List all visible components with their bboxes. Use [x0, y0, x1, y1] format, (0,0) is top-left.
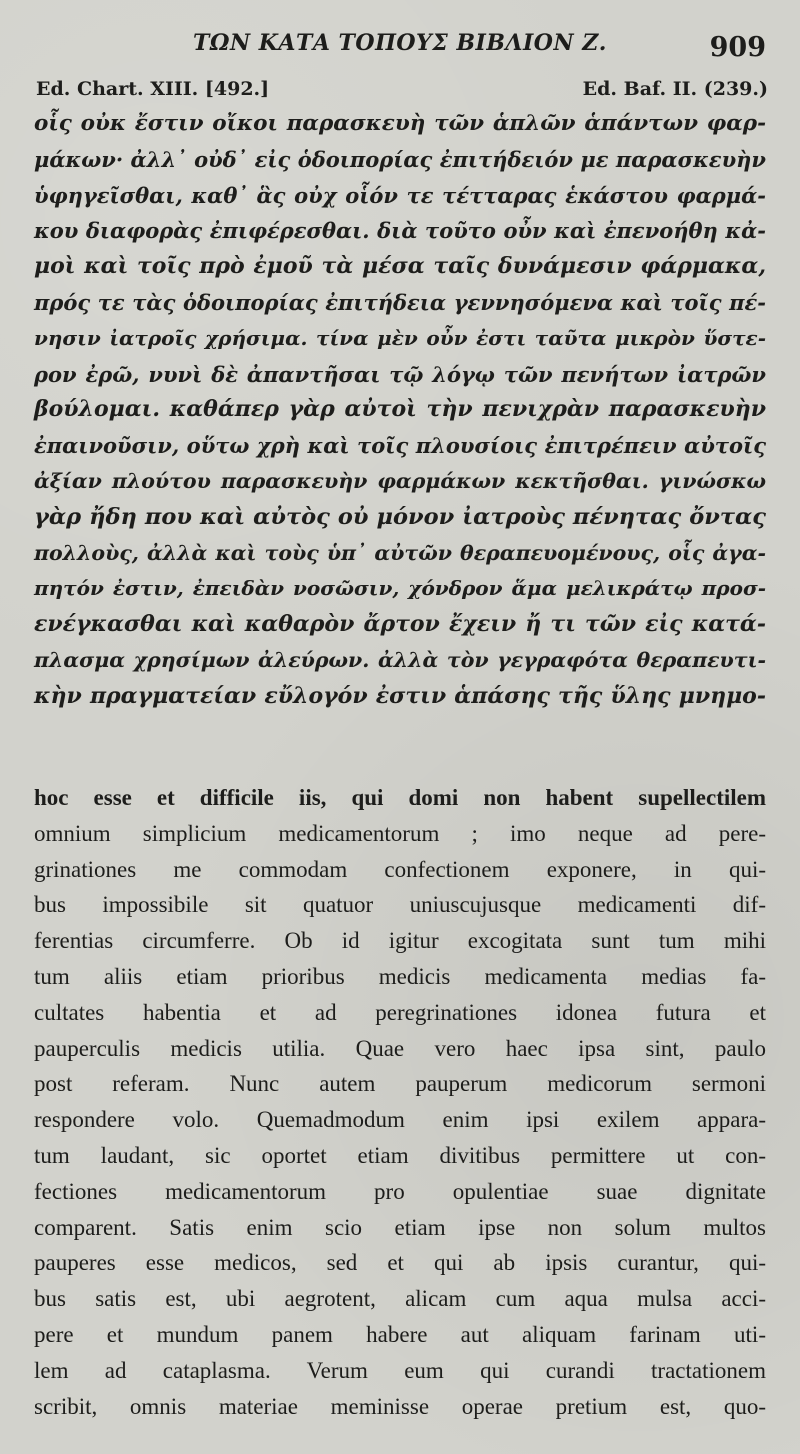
- edition-reference-right: Ed. Baf. II. (239.): [582, 78, 768, 100]
- greek-text-line: ενέγκασθαι καὶ καθαρὸν ἄρτον ἔχειν ἤ τι τῶν εἰς κατά-: [34, 611, 766, 638]
- page-number: 909: [709, 32, 766, 63]
- latin-text-line: pere et mundum panem habere aut aliquam farinam uti-: [34, 1321, 766, 1347]
- greek-text-line: κου διαφορὰς ἐπιφέρεσθαι. διὰ τοῦτο οὖν καὶ ἐπενοήθη κἀ-: [34, 218, 766, 244]
- edition-reference-left: Ed. Chart. XIII. [492.]: [36, 78, 270, 100]
- latin-text-line: grinationes me commodam confectionem exponere, in qui-: [34, 856, 766, 882]
- latin-text-line: tum aliis etiam prioribus medicis medicamenta medias fa-: [34, 963, 766, 989]
- latin-text-line: comparent. Satis enim scio etiam ipse non solum multos: [34, 1214, 766, 1240]
- greek-text-line: ἀξίαν πλούτου παρασκευὴν φαρμάκων κεκτῆσθαι. γινώσκω: [34, 468, 766, 493]
- running-title: ΤΩΝ ΚΑΤΑ ΤΟΠΟΥΣ ΒΙΒΛΙΟΝ Ζ.: [193, 30, 607, 56]
- greek-text-line: πολλοὺς, ἀλλὰ καὶ τοὺς ὑπ᾽ αὐτῶν θεραπευομένους, οἷς ἀγα-: [34, 540, 766, 565]
- greek-text-line: γὰρ ἤδη που καὶ αὐτὸς οὐ μόνον ἰατροὺς πένητας ὄντας: [34, 503, 766, 530]
- latin-text-line: pauperes esse medicos, sed et qui ab ipsis curantur, qui-: [34, 1250, 766, 1276]
- greek-text-line: ὑφηγεῖσθαι, καθ᾽ ἃς οὐχ οἷόν τε τέτταρας ἑκάστου φαρμά-: [34, 182, 766, 208]
- greek-text-block: [34, 106, 766, 715]
- latin-text-line: bus impossibile sit quatuor uniuscujusque medicamenti dif-: [34, 892, 766, 918]
- latin-text-line: ferentias circumferre. Ob id igitur excogitata sunt tum mihi: [34, 928, 766, 954]
- latin-text-line: lem ad cataplasma. Verum eum qui curandi tractationem: [34, 1357, 766, 1383]
- greek-text-line: οἷς οὐκ ἔστιν οἴκοι παρασκευὴ τῶν ἁπλῶν ἁπάντων φαρ-: [34, 111, 766, 136]
- greek-text-line: πητόν ἐστιν, ἐπειδὰν νοσῶσιν, χόνδρον ἅμα μελικράτῳ προσ-: [34, 576, 766, 601]
- latin-text-line: post referam. Nunc autem pauperum medicorum sermoni: [34, 1071, 766, 1097]
- greek-text-line: κὴν πραγματείαν εὔλογόν ἐστιν ἁπάσης τῆς ὕλης μνημο-: [34, 682, 766, 709]
- greek-text-line: πλασμα χρησίμων ἀλεύρων. ἀλλὰ τὸν γεγραφότα θεραπευτι-: [34, 647, 766, 672]
- latin-text-line: omnium simplicium medicamentorum ; imo neque ad pere-: [34, 820, 766, 846]
- greek-text-line: μάκων· ἀλλ᾽ οὐδ᾽ εἰς ὁδοιπορίας ἐπιτήδειόν με παρασκευὴν: [34, 146, 766, 172]
- latin-text-line: tum laudant, sic oportet etiam divitibus permittere ut con-: [34, 1142, 766, 1168]
- latin-text-line: cultates habentia et ad peregrinationes idonea futura et: [34, 999, 766, 1025]
- latin-text-line: bus satis est, ubi aegrotent, alicam cum aqua mulsa acci-: [34, 1286, 766, 1312]
- greek-text-line: βούλομαι. καθάπερ γὰρ αὐτοὶ τὴν πενιχρὰν παρασκευὴν: [34, 396, 766, 423]
- greek-text-line: ἐπαινοῦσιν, οὕτω χρὴ καὶ τοῖς πλουσίοις ἐπιτρέπειν αὐτοῖς: [34, 433, 766, 459]
- latin-text-line: hoc esse et difficile iis, qui domi non habent supellectilem: [34, 785, 766, 810]
- latin-text-line: respondere volo. Quemadmodum enim ipsi exilem appara-: [34, 1107, 766, 1133]
- latin-text-line: fectiones medicamentorum pro opulentiae suae dignitate: [34, 1178, 766, 1204]
- greek-text-line: νησιν ἰατροῖς χρήσιμα. τίνα μὲν οὖν ἐστι ταῦτα μικρὸν ὕστε-: [34, 325, 766, 350]
- latin-text-block: [34, 780, 766, 1424]
- greek-text-line: ρον ἐρῶ, νυνὶ δὲ ἀπαντῆσαι τῷ λόγῳ τῶν πενήτων ἰατρῶν: [34, 361, 766, 387]
- greek-text-line: μοὶ καὶ τοῖς πρὸ ἐμοῦ τὰ μέσα ταῖς δυνάμεσιν φάρμακα,: [34, 253, 766, 280]
- latin-text-line: pauperculis medicis utilia. Quae vero haec ipsa sint, paulo: [34, 1035, 766, 1061]
- latin-text-line: scribit, omnis materiae meminisse operae pretium est, quo-: [34, 1393, 766, 1419]
- greek-text-line: πρός τε τὰς ὁδοιπορίας ἐπιτήδεια γεννησόμενα καὶ τοῖς πέ-: [34, 289, 766, 315]
